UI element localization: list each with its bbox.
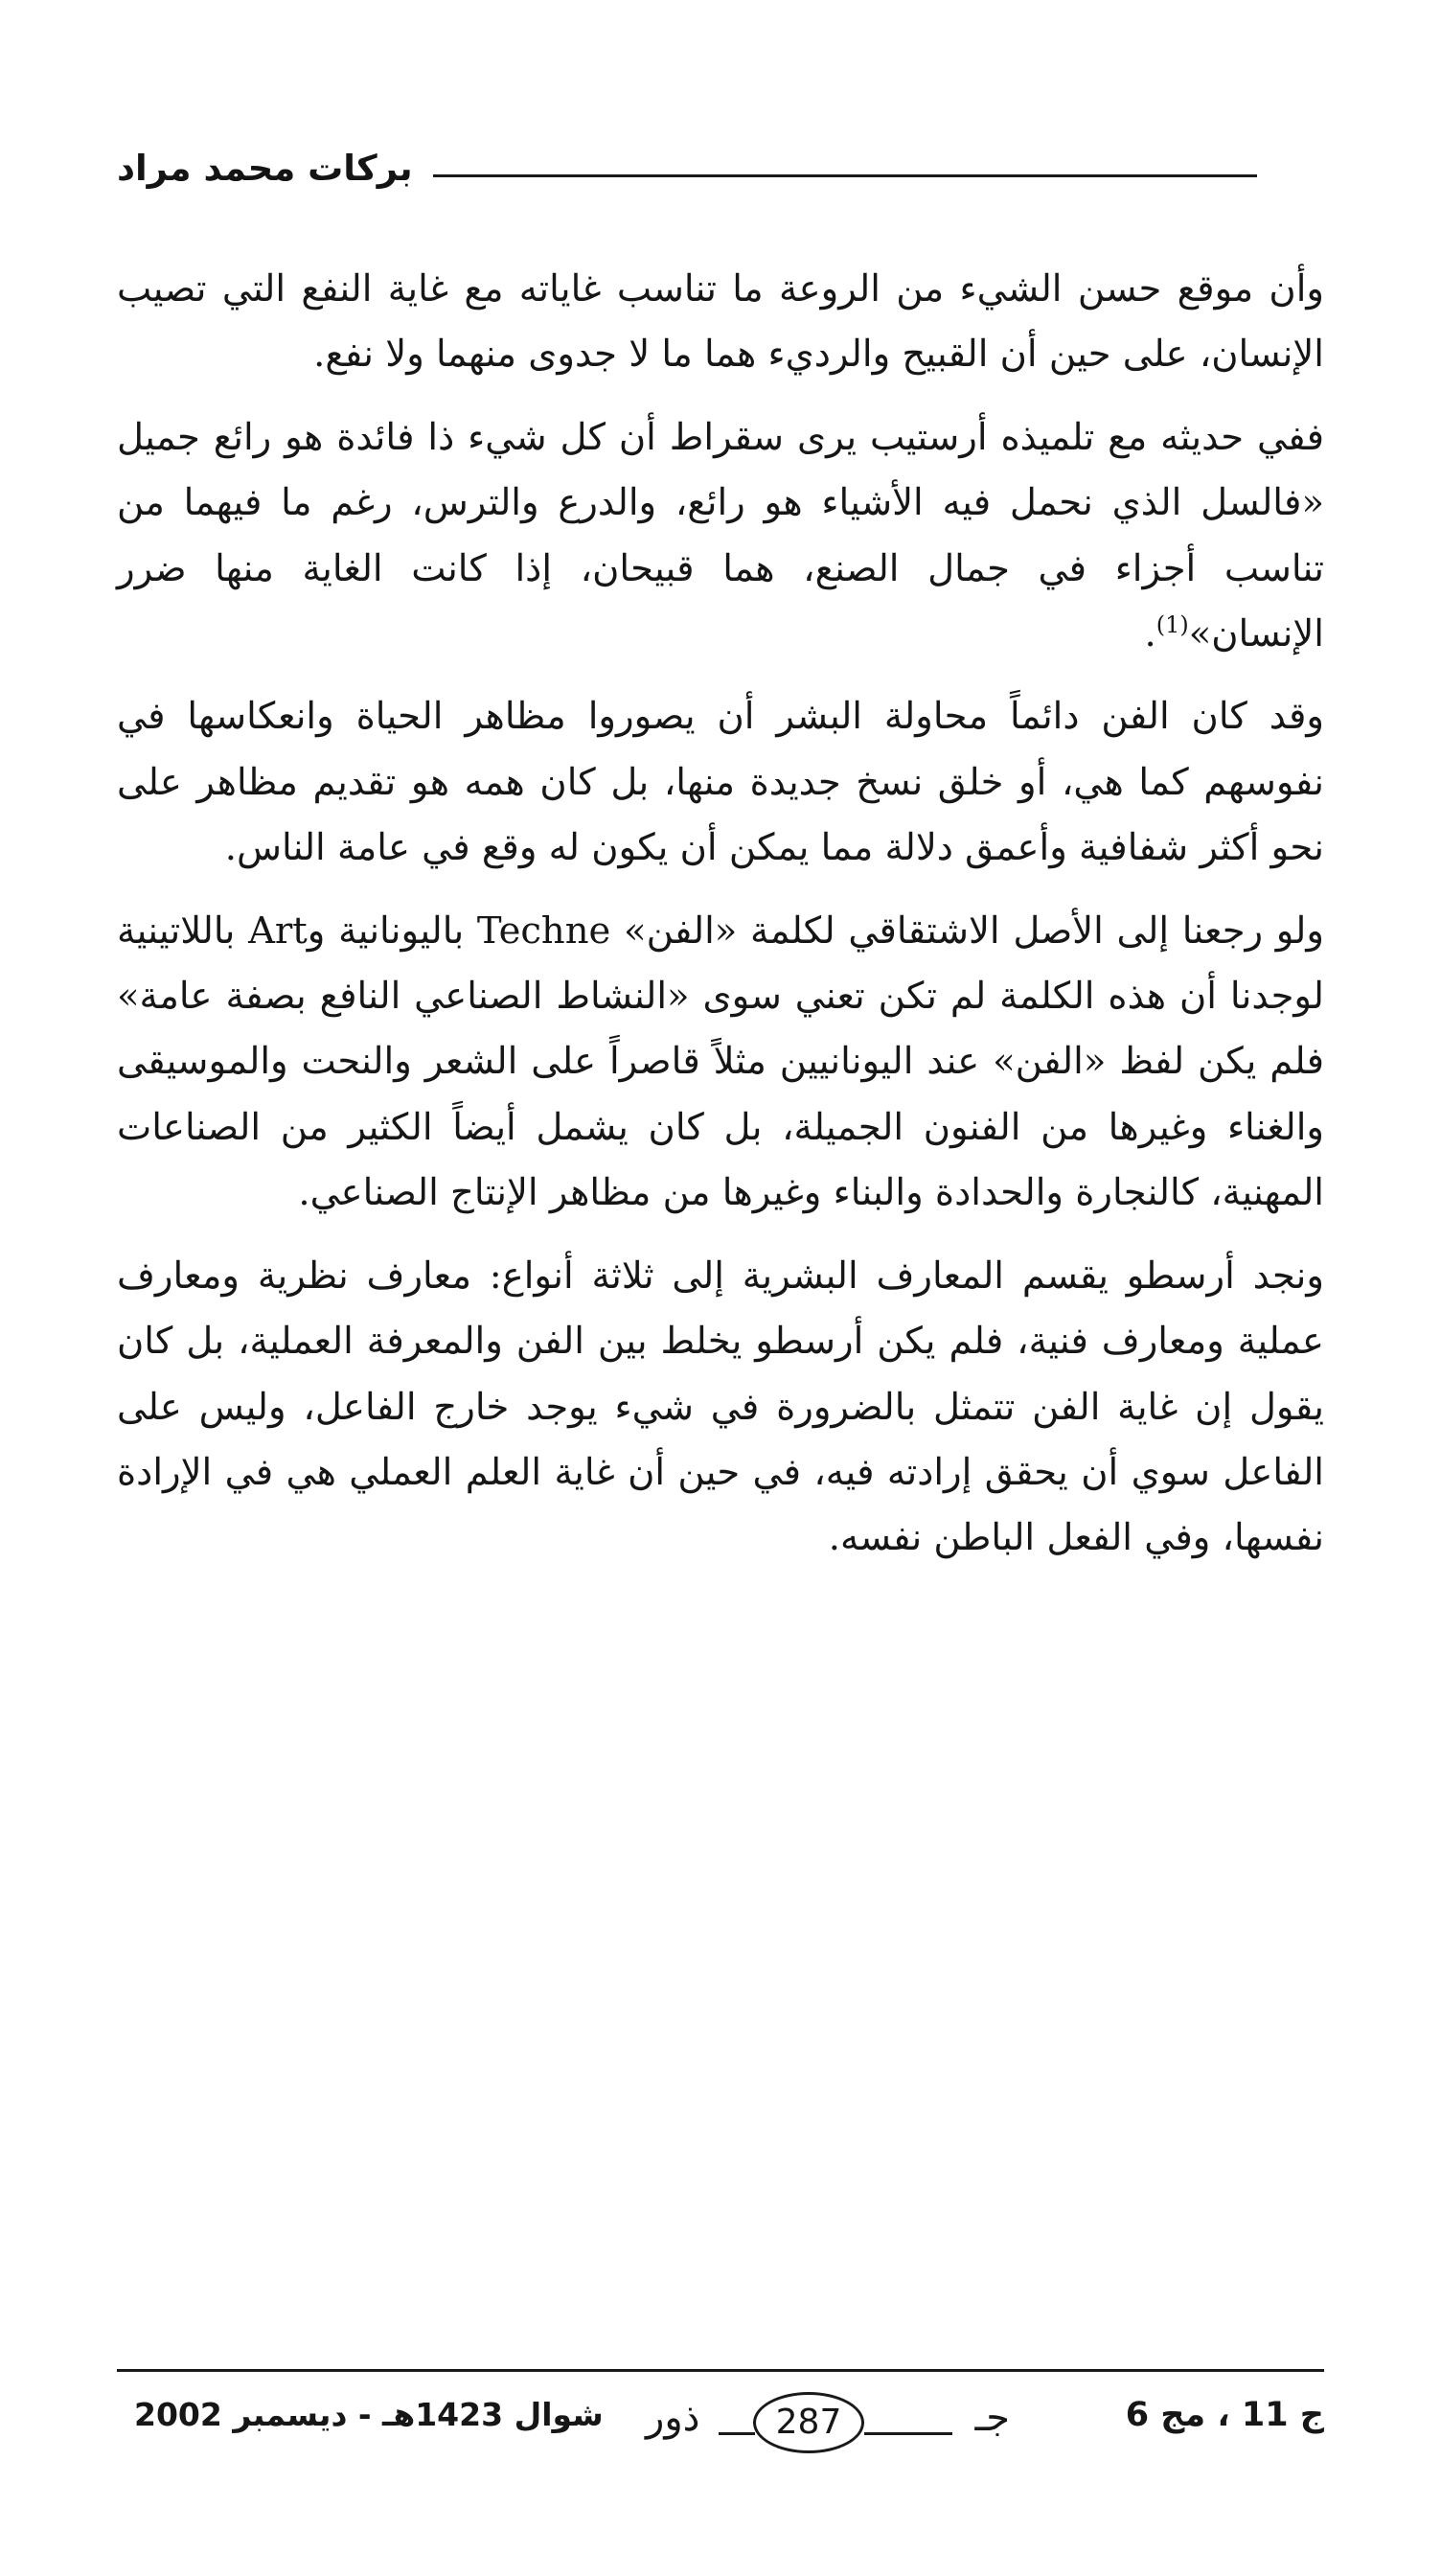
running-header — [117, 134, 1257, 211]
volume-info: ج 11 ، مج 6 — [1125, 2396, 1324, 2434]
paragraph-3: وقد كان الفن دائماً محاولة البشر أن يصوروا مظاهر الحياة وانعكاسها في نفوسهم كما هي، أو خلق نسخ جديدة منها، بل كان همه هو تقديم مظاهر على نحو أكثر شفافية وأعمق دلالة مما يمكن أن يكون له وقع في عامة الناس. — [117, 695, 1324, 870]
paragraph-4: ولو رجعنا إلى الأصل الاشتقاقي لكلمة «الفن» Techne باليونانية وArt باللاتينية لوجدنا أن هذه الكلمة لم تكن تعني سوى «النشاط الصناعي النافع بصفة عامة» فلم يكن لفظ «الفن» عند اليونانيين مثلاً قاصراً على الشعر والنحت والموسيقى والغناء وغيرها من الفنون الجميلة، بل كان يشمل أيضاً الكثير من الصناعات المهنية، كالنجارة والحدادة والبناء وغيرها من مظاهر الإنتاج الصناعي. — [117, 908, 1324, 1215]
journal-name-left: ذور — [646, 2396, 700, 2440]
footnote-ref-1: (1) — [1155, 611, 1189, 639]
article-body — [117, 257, 1324, 1589]
connector-left — [719, 2432, 755, 2435]
paragraph-2-text: ففي حديثه مع تلميذه أرستيب يرى سقراط أن كل شيء ذا فائدة هو رائع جميل «فالسل الذي نحمل فيه الأشياء هو رائع، والدرع والترس، رغم ما فيهما من تناسب أجزاء في جمال الصنع، هما قبيحان، إذا كانت الغاية منها ضرر الإنسان» — [117, 415, 1324, 656]
page-number: 287 — [753, 2392, 864, 2453]
paragraph-2 — [117, 405, 1324, 668]
page-footer — [117, 2386, 1324, 2463]
connector-right — [864, 2432, 952, 2435]
journal-mark — [646, 2386, 1010, 2463]
paragraph-1: وأن موقع حسن الشيء من الروعة ما تناسب غاياته مع غاية النفع التي تصيب الإنسان، على حين أن القبيح والرديء هما ما لا جدوى منهما ولا نفع. — [117, 267, 1324, 377]
header-rule — [433, 174, 1257, 177]
footer-rule — [117, 2369, 1324, 2372]
issue-date: شوال 1423هـ - ديسمبر 2002 — [134, 2396, 604, 2433]
journal-name-right: جـ — [974, 2396, 1010, 2440]
header-author: بركات محمد مراد — [117, 148, 413, 189]
paragraph-2-end: . — [1144, 612, 1156, 656]
paragraph-5: ونجد أرسطو يقسم المعارف البشرية إلى ثلاثة أنواع: معارف نظرية ومعارف عملية ومعارف فنية، فلم يكن أرسطو يخلط بين الفن والمعرفة العملية، بل كان يقول إن غاية الفن تتمثل بالضرورة في شيء يوجد خارج الفاعل، وليس على الفاعل سوي أن يحقق إرادته فيه، في حين أن غاية العلم العملي هي في الإرادة نفسها، وفي الفعل الباطن نفسه. — [117, 1254, 1324, 1560]
